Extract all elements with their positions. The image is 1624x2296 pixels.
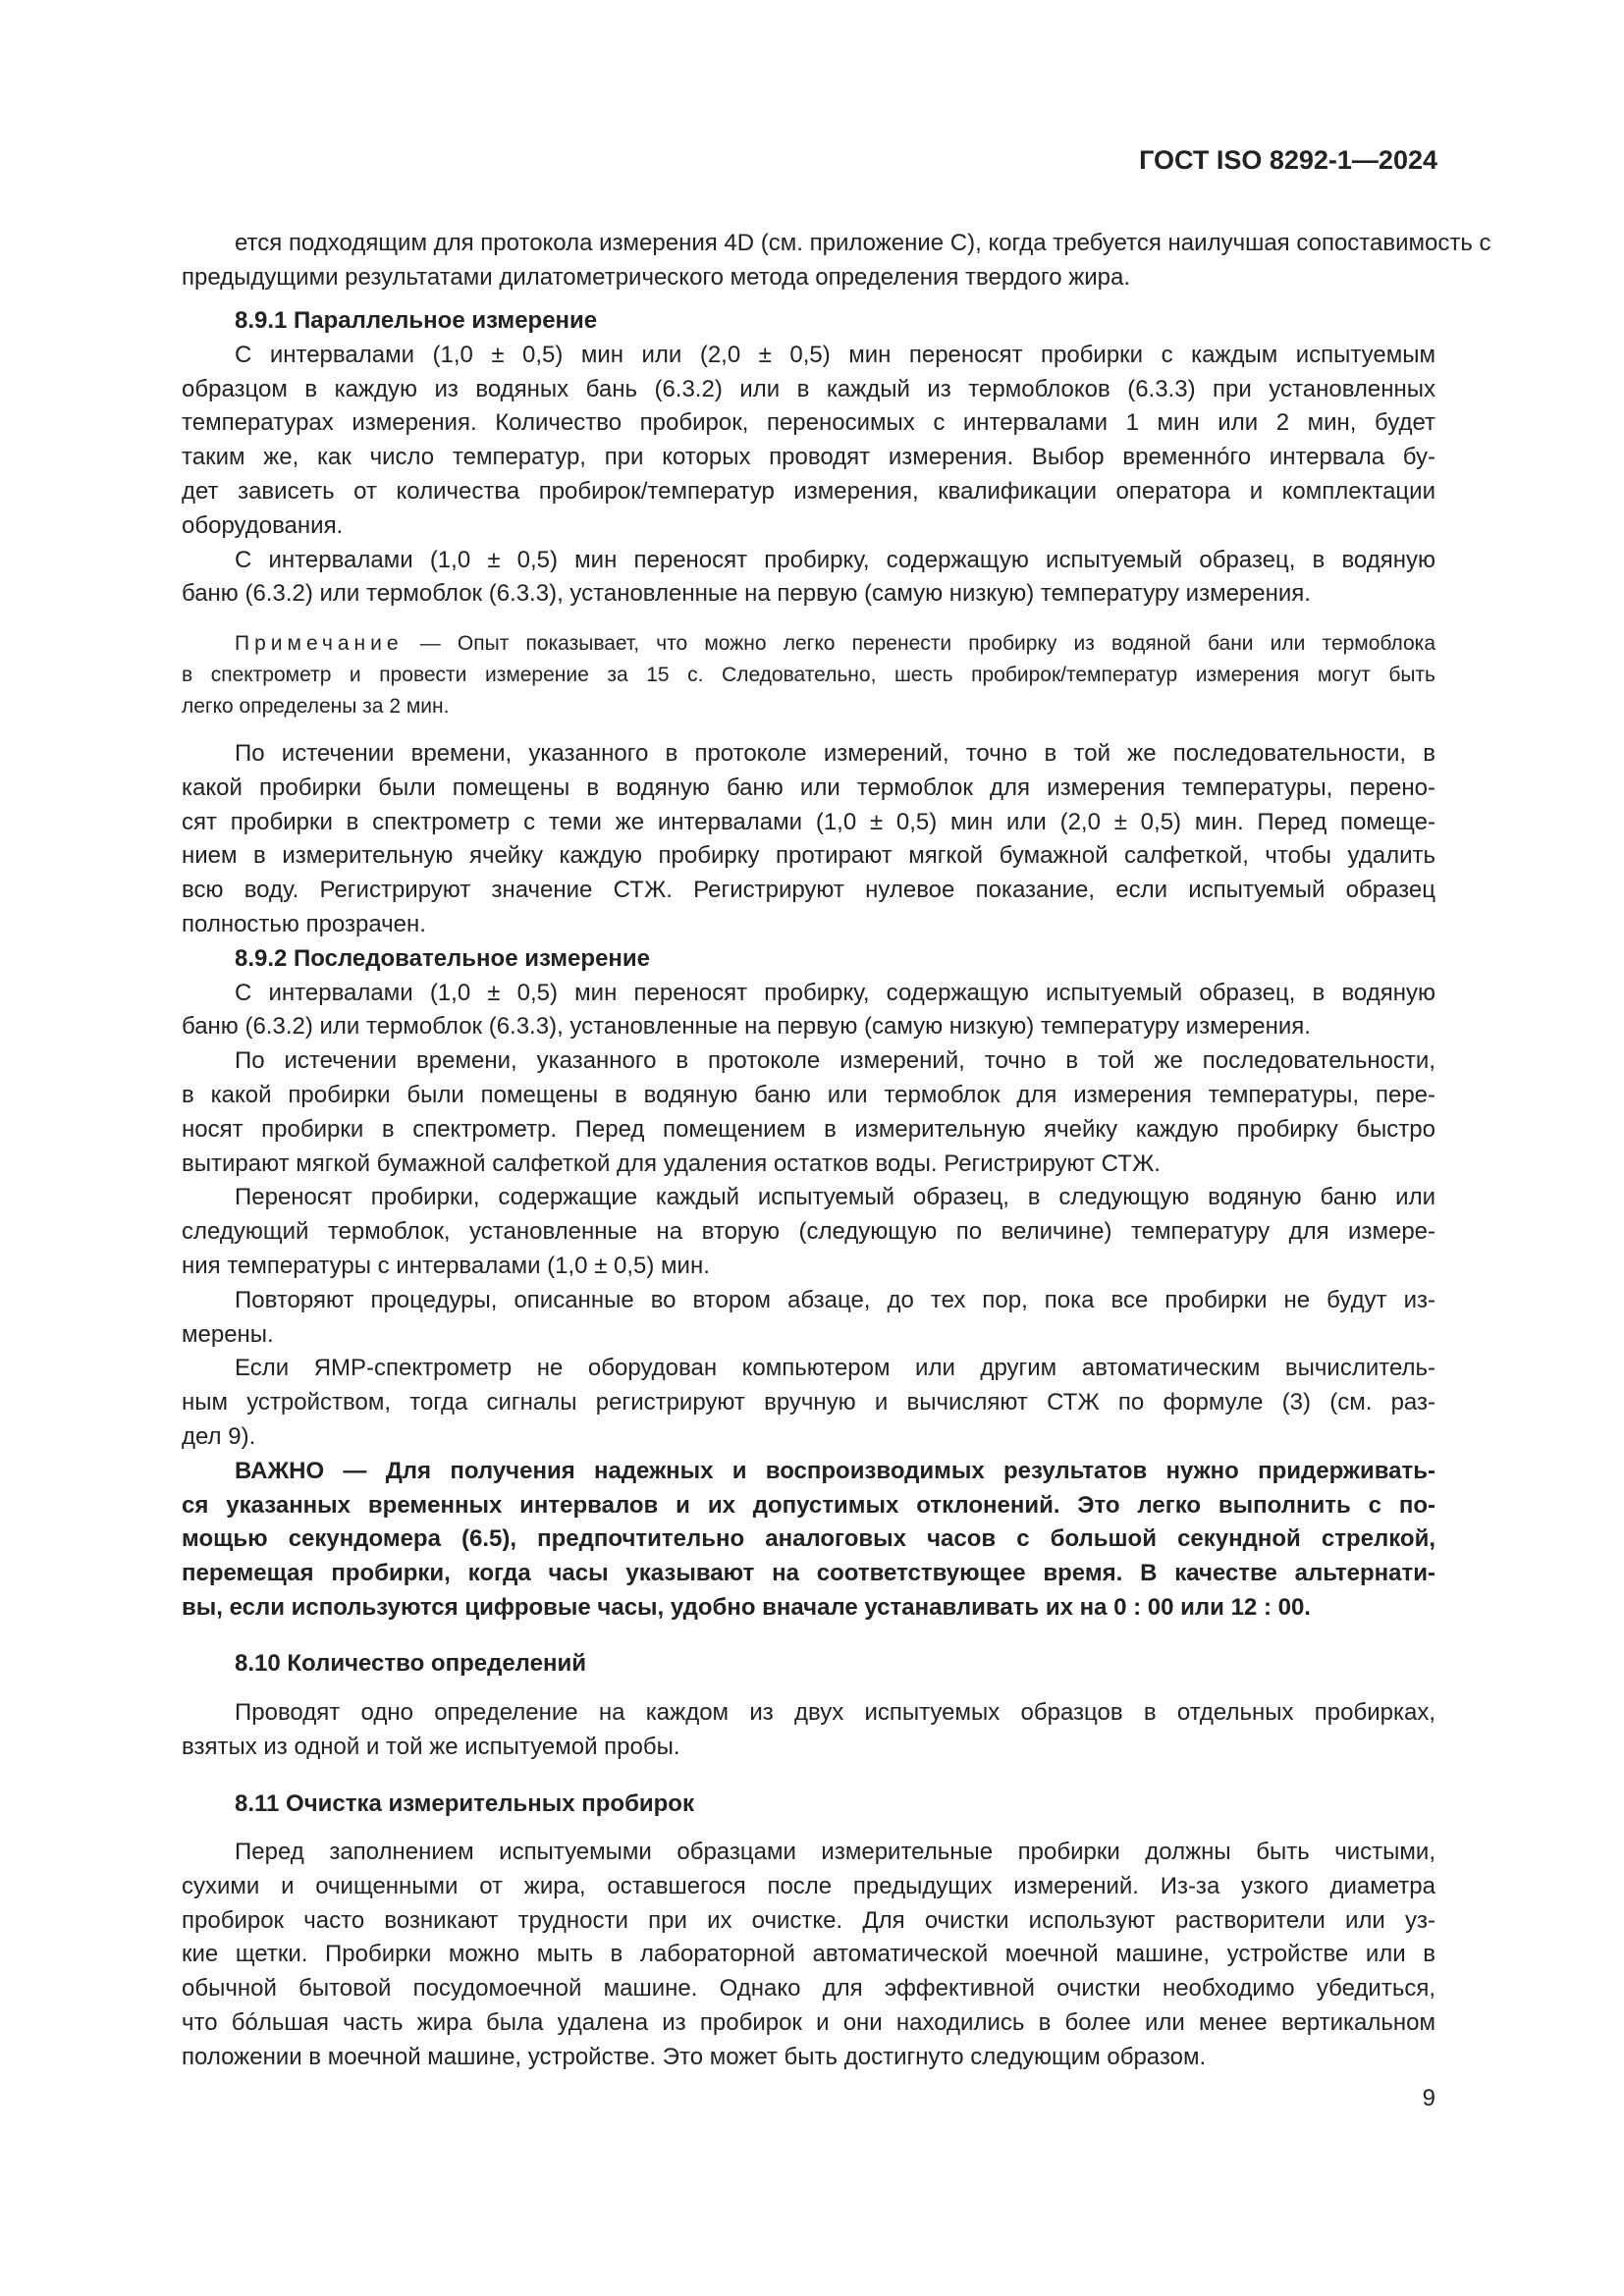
note-line: Примечание — Опыт показывает, что можно легко перенести пробирку из водяной бани или термоблока — [235, 632, 1435, 655]
note-line: легко определены за 2 мин. — [182, 695, 450, 718]
text-line: ния температуры с интервалами (1,0 ± 0,5) мин. — [182, 1252, 710, 1279]
text-line: вытирают мягкой бумажной салфеткой для удаления остатков воды. Регистрируют СТЖ. — [182, 1149, 1161, 1177]
text-line: положении в моечной машине, устройстве. Это может быть достигнуто следующим образом. — [182, 2043, 1207, 2070]
text-line: какой пробирки были помещены в водяную баню или термоблок для измерения температуры, перено- — [182, 774, 1435, 801]
note — [182, 628, 1435, 722]
note-line: в спектрометр и провести измерение за 15 с. Следовательно, шесть пробирок/температур измерения могут быть — [182, 664, 1435, 686]
text-line: С интервалами (1,0 ± 0,5) мин переносят пробирку, содержащую испытуемый образец, в водяную — [235, 979, 1435, 1006]
paragraph — [182, 1044, 1435, 1181]
important-notice — [182, 1455, 1435, 1626]
text-line: пробирок часто возникают трудности при их очистке. Для очистки используют растворители или уз- — [182, 1906, 1435, 1934]
text-line: в какой пробирки были помещены в водяную баню или термоблок для измерения температуры, пере- — [182, 1081, 1435, 1108]
text-line: ется подходящим для протокола измерения 4D (см. приложение С), когда требуется наилучшая сопоставимость с — [235, 230, 1491, 256]
paragraph — [182, 1696, 1435, 1765]
text-line: дел 9). — [182, 1422, 256, 1450]
paragraph — [182, 544, 1435, 613]
text-line: следующий термоблок, установленные на вторую (следующую по величине) температуру для измере- — [182, 1218, 1435, 1246]
text-line: Если ЯМР-спектрометр не оборудован компьютером или другим автоматическим вычислитель- — [235, 1355, 1435, 1382]
text-line: обычной бытовой посудомоечной машине. Однако для эффективной очистки необходимо убедиться, — [182, 1975, 1435, 2002]
paragraph — [182, 1352, 1435, 1454]
text-line: всю воду. Регистрируют значение СТЖ. Регистрируют нулевое показание, если испытуемый образец — [182, 877, 1435, 904]
text-line: перемещая пробирки, когда часы указывают на соответствующее время. В качестве альтернати- — [182, 1560, 1435, 1587]
text-line: сят пробирки в спектрометр с теми же интервалами (1,0 ± 0,5) мин или (2,0 ± 0,5) мин. Перед помеще- — [182, 808, 1435, 835]
intro-paragraph — [182, 227, 1491, 295]
text-line: Переносят пробирки, содержащие каждый испытуемый образец, в следующую водяную баню или — [235, 1184, 1435, 1211]
paragraph — [182, 1181, 1435, 1283]
section-8-10 — [182, 1647, 1435, 1682]
paragraph — [182, 737, 1435, 942]
paragraph — [182, 977, 1435, 1045]
section-8-9-1 — [182, 304, 1435, 612]
text-line: ным устройством, тогда сигналы регистрируют вручную и вычисляют СТЖ по формуле (3) (см. раз- — [182, 1389, 1435, 1416]
text-line: носят пробирки в спектрометр. Перед помещением в измерительную ячейку каждую пробирку быстро — [182, 1115, 1435, 1143]
paragraph — [182, 339, 1435, 544]
paragraph — [182, 1284, 1435, 1353]
page-number: 9 — [1422, 2085, 1435, 2111]
section-heading: 8.10 Количество определений — [235, 1650, 586, 1677]
text-line: баню (6.3.2) или термоблок (6.3.3), установленные на первую (самую низкую) температуру измерения. — [182, 580, 1311, 608]
text-line: По истечении времени, указанного в протоколе измерений, точно в той же последовательности, — [235, 1047, 1435, 1075]
text-line: ся указанных временных интервалов и их допустимых отклонений. Это легко выполнить с по- — [182, 1491, 1435, 1519]
text-line: предыдущими результатами дилатометрического метода определения твердого жира. — [182, 263, 1131, 291]
text-line: сухими и очищенными от жира, оставшегося после предыдущих измерений. Из-за узкого диаметра — [182, 1872, 1435, 1899]
section-heading: 8.9.2 Последовательное измерение — [235, 944, 651, 972]
text-line: С интервалами (1,0 ± 0,5) мин или (2,0 ± 0,5) мин переносят пробирки с каждым испытуемым — [235, 341, 1435, 368]
note-label: Примечание — [235, 632, 404, 655]
text-line: дет зависеть от количества пробирок/температур измерения, квалификации оператора и комплектации — [182, 477, 1435, 505]
text-line: баню (6.3.2) или термоблок (6.3.3), установленные на первую (самую низкую) температуру измерения. — [182, 1013, 1311, 1041]
text-line: мерены. — [182, 1320, 274, 1348]
text-line: ВАЖНО — Для получения надежных и воспроизводимых результатов нужно придерживать- — [235, 1457, 1435, 1484]
text-line: С интервалами (1,0 ± 0,5) мин переносят пробирку, содержащую испытуемый образец, в водяную — [235, 546, 1435, 573]
text-line: Перед заполнением испытуемыми образцами измерительные пробирки должны быть чистыми, — [235, 1839, 1435, 1865]
text-line: Повторяют процедуры, описанные во втором абзаце, до тех пор, пока все пробирки не будут из- — [235, 1286, 1435, 1313]
text-line: образцом в каждую из водяных бань (6.3.2) или в каждый из термоблоков (6.3.3) при установленных — [182, 375, 1435, 402]
section-continuation — [182, 737, 1435, 1626]
text-line: полностью прозрачен. — [182, 910, 426, 937]
text-line: что бóльшая часть жира была удалена из пробирок и они находились в более или менее вертикальном — [182, 2008, 1435, 2036]
text-line: По истечении времени, указанного в протоколе измерений, точно в той же последовательности, в — [235, 740, 1435, 767]
text-line: вы, если используются цифровые часы, удобно вначале устанавливать их на 0 : 00 или 12 : 00. — [182, 1593, 1311, 1621]
text-line: нием в измерительную ячейку каждую пробирку протирают мягкой бумажной салфеткой, чтобы удалить — [182, 842, 1435, 870]
text-line: оборудования. — [182, 511, 344, 539]
section-8-11 — [182, 1788, 1435, 1822]
text-line: температурах измерения. Количество пробирок, переносимых с интервалами 1 мин или 2 мин, будет — [182, 409, 1435, 437]
document-header: ГОСТ ISO 8292-1—2024 — [1139, 145, 1437, 175]
text-line: кие щетки. Пробирки можно мыть в лабораторной автоматической моечной машине, устройстве или в — [182, 1941, 1435, 1968]
text-line: взятых из одной и той же испытуемой пробы. — [182, 1733, 680, 1760]
section-heading: 8.11 Очистка измерительных пробирок — [235, 1790, 694, 1817]
section-heading: 8.9.1 Параллельное измерение — [235, 307, 598, 334]
text-line: Проводят одно определение на каждом из двух испытуемых образцов в отдельных пробирках, — [235, 1699, 1435, 1726]
text-line: мощью секундомера (6.5), предпочтительно аналоговых часов с большой секундной стрелкой, — [182, 1525, 1435, 1553]
paragraph — [182, 1836, 1435, 2075]
text-line: таким же, как число температур, при которых проводят измерения. Выбор временнóго интервала бу- — [182, 444, 1435, 471]
